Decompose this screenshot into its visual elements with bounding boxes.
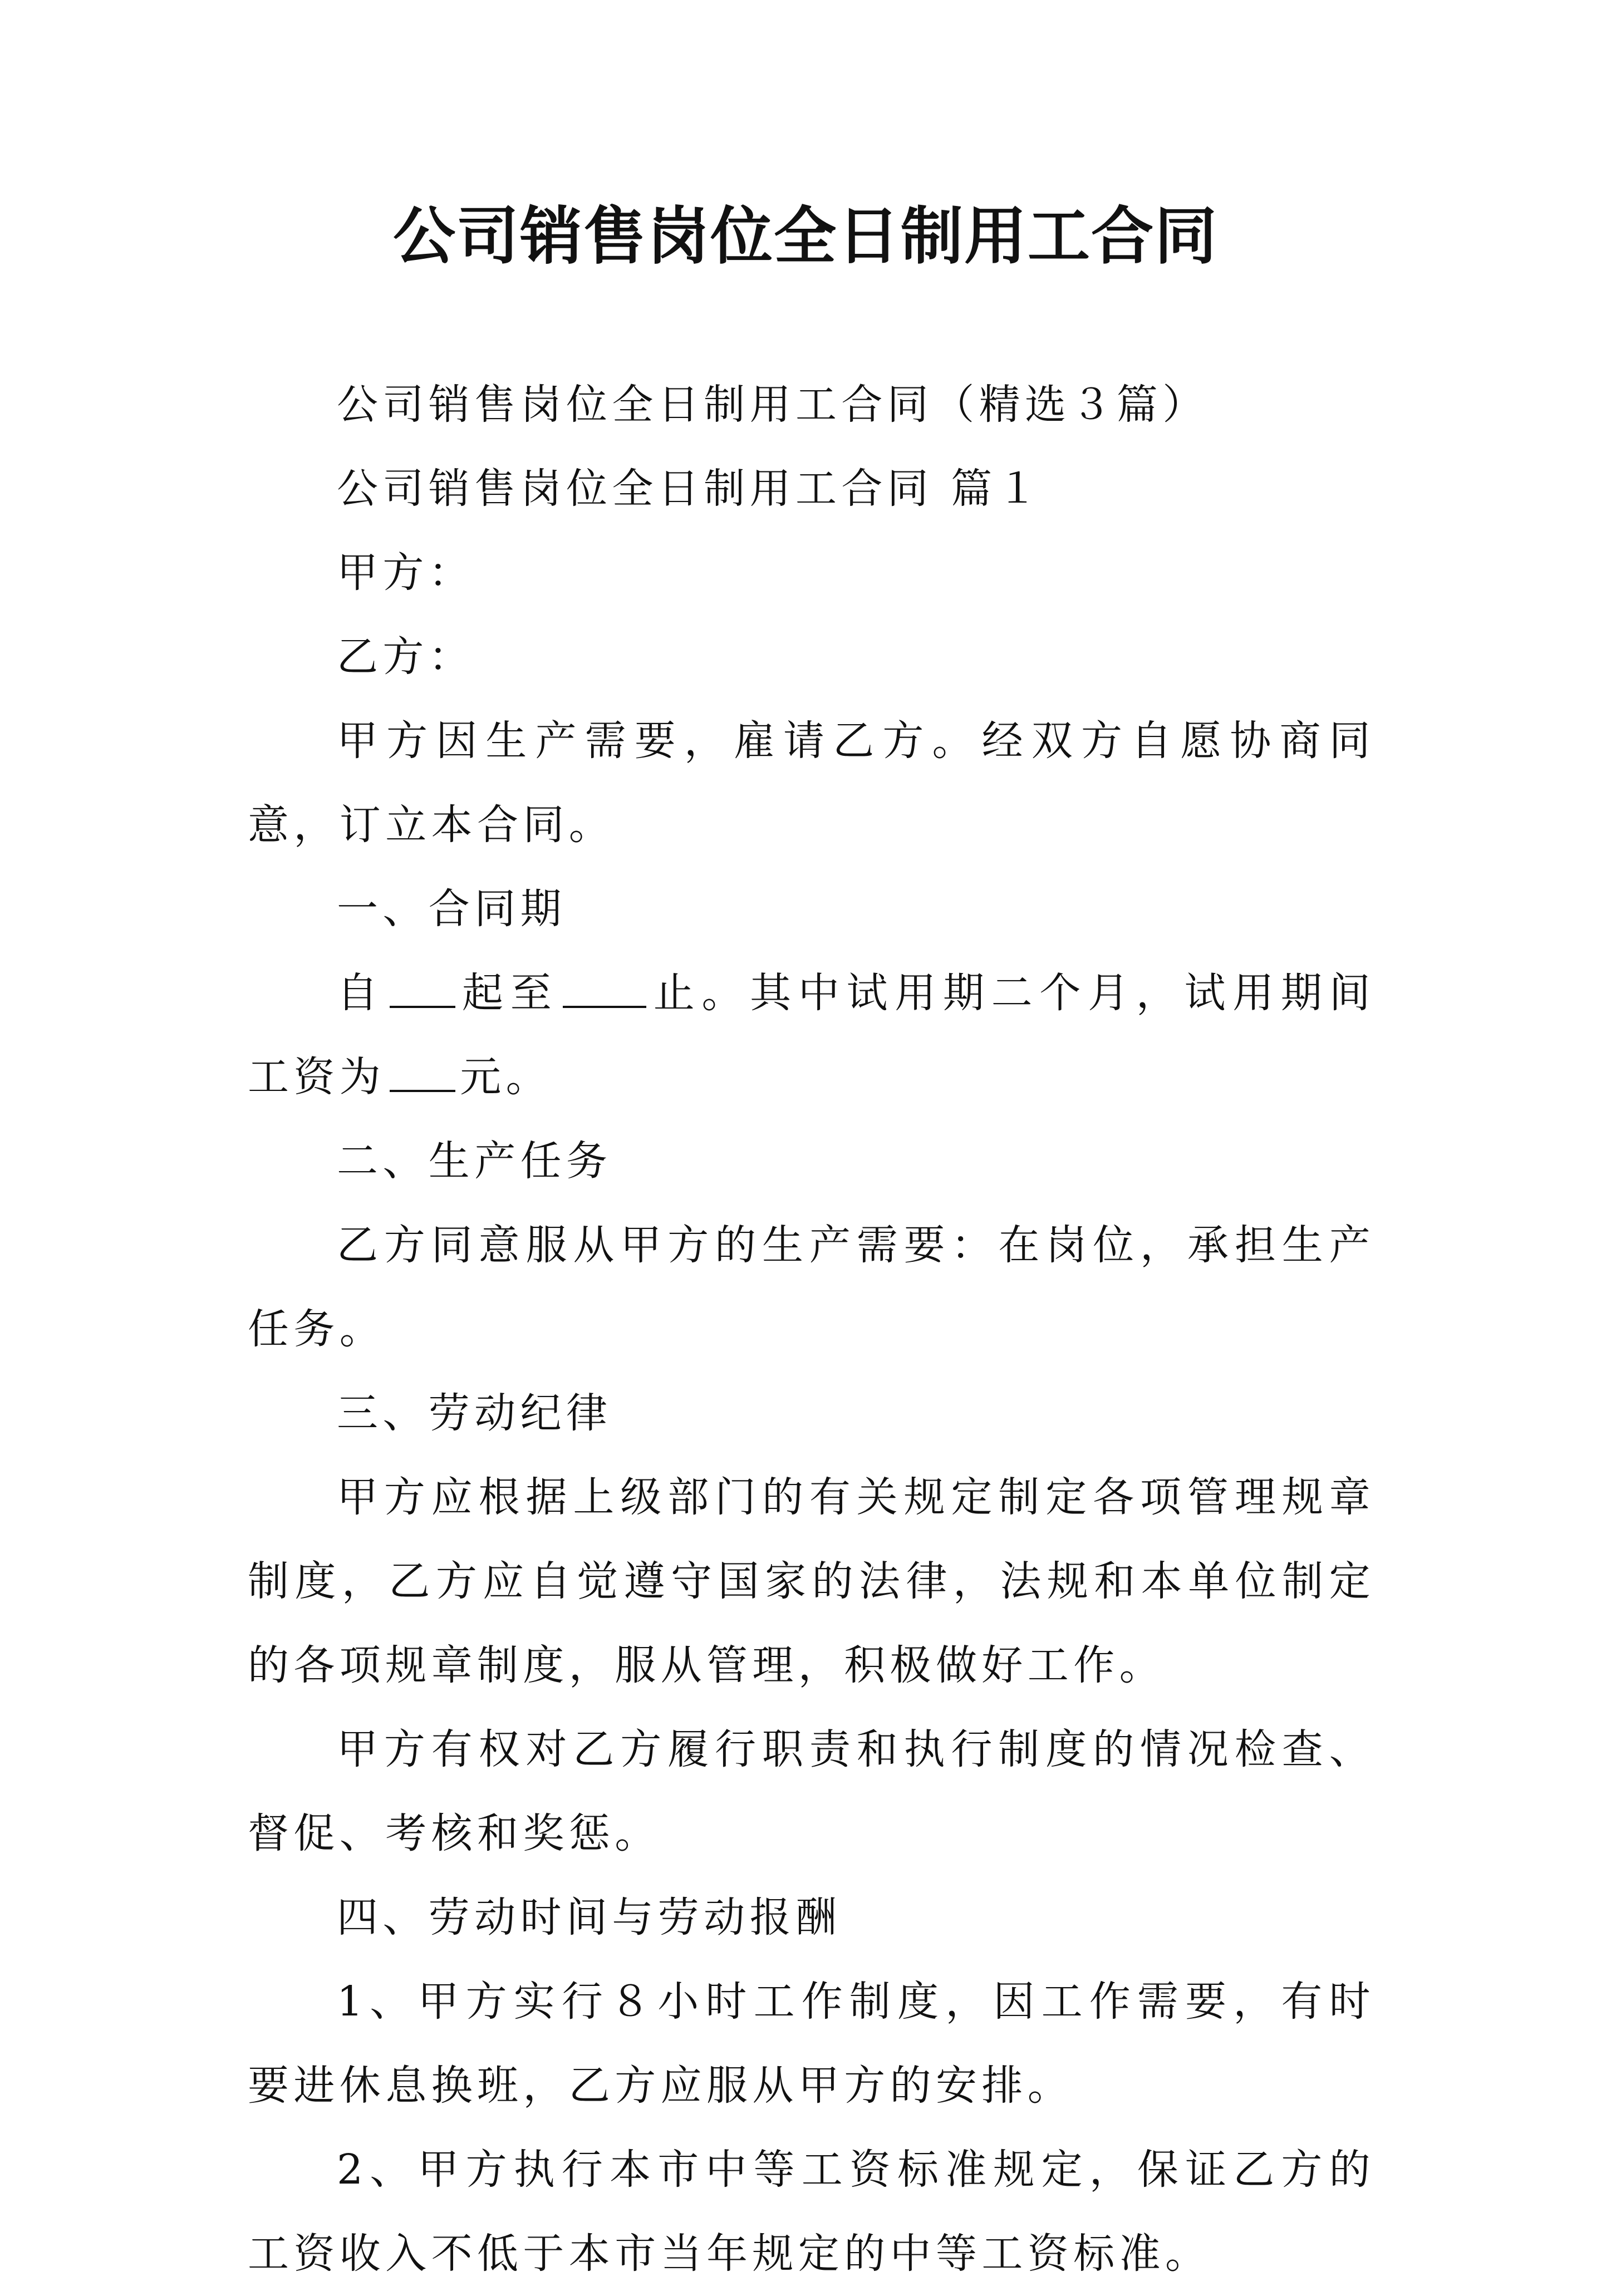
working-hours-paragraph: 1、甲方实行８小时工作制度，因工作需要，有时要进休息换班，乙方应服从甲方的安排。: [248, 1978, 1375, 2110]
end-date-blank: [563, 972, 646, 1008]
term-text-from: 自: [337, 969, 385, 1017]
contract-term-paragraph: [248, 951, 1375, 1119]
term-text-probation: 止。其中试用期二个月，试用期间工资为: [248, 969, 1375, 1101]
contract-part-line: 公司销售岗位全日制用工合同 篇１: [337, 465, 1043, 513]
labor-discipline-paragraph: 甲方应根据上级部门的有关规定制定各项管理规章制度，乙方应自觉遵守国家的法律，法规和本单位制定的各项规章制度，服从管理，积极做好工作。: [248, 1473, 1375, 1689]
wage-standard-paragraph: 2、甲方执行本市中等工资标准规定，保证乙方的工资收入不低于本市当年规定的中等工资标准。: [248, 2146, 1375, 2278]
document-body: [248, 363, 1375, 2296]
section-heading-working-hours: 四、劳动时间与劳动报酬: [337, 1894, 842, 1941]
probation-wage-blank: [390, 1056, 455, 1092]
inspection-paragraph: 甲方有权对乙方履行职责和执行制度的情况检查、督促、考核和奖惩。: [248, 1725, 1375, 1857]
document-title: 公司销售岗位全日制用工合同: [393, 200, 1218, 273]
term-text-yuan: 元。: [460, 1053, 552, 1101]
section-heading-contract-term: 一、合同期: [337, 885, 566, 933]
party-b-label: 乙方：: [337, 633, 475, 681]
party-a-label: 甲方：: [337, 549, 475, 597]
section-heading-production-tasks: 二、生产任务: [337, 1137, 612, 1185]
contract-heading-line: 公司销售岗位全日制用工合同（精选３篇）: [337, 381, 1209, 429]
production-tasks-paragraph: 乙方同意服从甲方的生产需要：在岗位，承担生产任务。: [248, 1221, 1375, 1353]
preamble-paragraph: 甲方因生产需要，雇请乙方。经双方自愿协商同意，订立本合同。: [248, 717, 1375, 849]
term-text-to: 起至: [459, 969, 559, 1017]
section-heading-labor-discipline: 三、劳动纪律: [337, 1389, 612, 1437]
start-date-blank: [390, 972, 455, 1008]
